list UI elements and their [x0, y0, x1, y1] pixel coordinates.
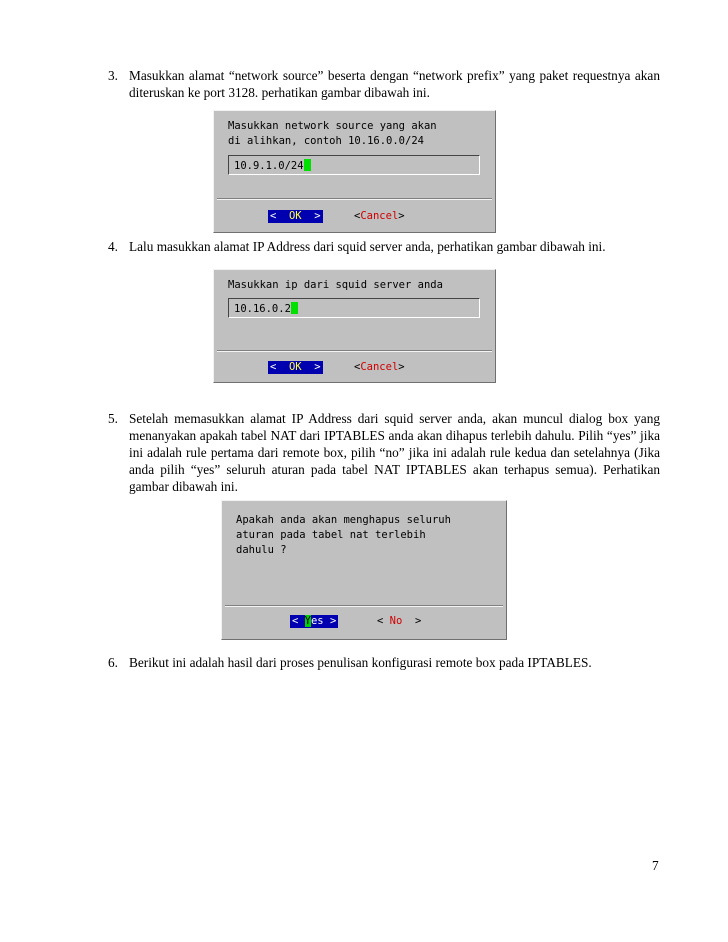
input-value: 10.16.0.2	[234, 302, 298, 315]
dialog-prompt-line: Masukkan network source yang akan	[228, 120, 437, 132]
input-value: 10.9.1.0/24	[234, 159, 311, 172]
step-3	[108, 67, 660, 101]
network-source-dialog-screenshot	[213, 110, 496, 233]
step-text: Berikut ini adalah hasil dari proses penulisan konfigurasi remote box pada IPTABLES.	[129, 655, 592, 670]
step-6	[108, 654, 660, 671]
dialog-separator	[225, 605, 503, 607]
cancel-button[interactable]: <Cancel>	[354, 361, 405, 373]
delete-nat-dialog-screenshot	[221, 500, 507, 640]
yes-button[interactable]: < Yes >	[292, 615, 337, 627]
text-cursor	[291, 302, 298, 314]
step-text: Masukkan alamat “network source” beserta dengan “network prefix” yang paket requestnya akan diteruskan ke port 3128. perhatikan gambar dibawah ini.	[129, 68, 660, 100]
step-number: 3.	[108, 68, 118, 83]
step-5	[108, 410, 660, 495]
step-text: Setelah memasukkan alamat IP Address dari squid server anda, akan muncul dialog box yang menanyakan apakah tabel NAT dari IPTABLES anda akan dihapus terlebih dahulu. Pilih “yes” jika ini adalah rule pertama dari remote box, pilih “no” jika ini adalah rule kedua dan setelahnya (Jika anda pilih “yes” seluruh aturan pada tabel NAT IPTABLES akan terhapus semua). Perhatikan gambar dibawah ini.	[129, 411, 660, 494]
page-number: 7	[652, 858, 659, 873]
step-number: 4.	[108, 239, 118, 254]
dialog-question-line: aturan pada tabel nat terlebih	[236, 529, 426, 541]
step-text: Lalu masukkan alamat IP Address dari squid server anda, perhatikan gambar dibawah ini.	[129, 239, 606, 254]
step-4	[108, 238, 660, 255]
network-source-input[interactable]	[228, 155, 480, 175]
dialog-question-line: dahulu ?	[236, 544, 287, 556]
dialog-prompt-line: di alihkan, contoh 10.16.0.0/24	[228, 135, 424, 147]
text-cursor	[304, 159, 311, 171]
dialog-separator	[217, 198, 492, 200]
squid-ip-input[interactable]	[228, 298, 480, 318]
step-number: 6.	[108, 655, 118, 670]
ok-button[interactable]: < OK >	[270, 210, 321, 222]
dialog-question-line: Apakah anda akan menghapus seluruh	[236, 514, 451, 526]
ok-button[interactable]: < OK >	[270, 361, 321, 373]
dialog-prompt-line: Masukkan ip dari squid server anda	[228, 279, 443, 291]
dialog-separator	[217, 350, 492, 352]
squid-ip-dialog-screenshot	[213, 269, 496, 383]
step-number: 5.	[108, 411, 118, 426]
cancel-button[interactable]: <Cancel>	[354, 210, 405, 222]
no-button[interactable]: < No >	[377, 615, 422, 627]
